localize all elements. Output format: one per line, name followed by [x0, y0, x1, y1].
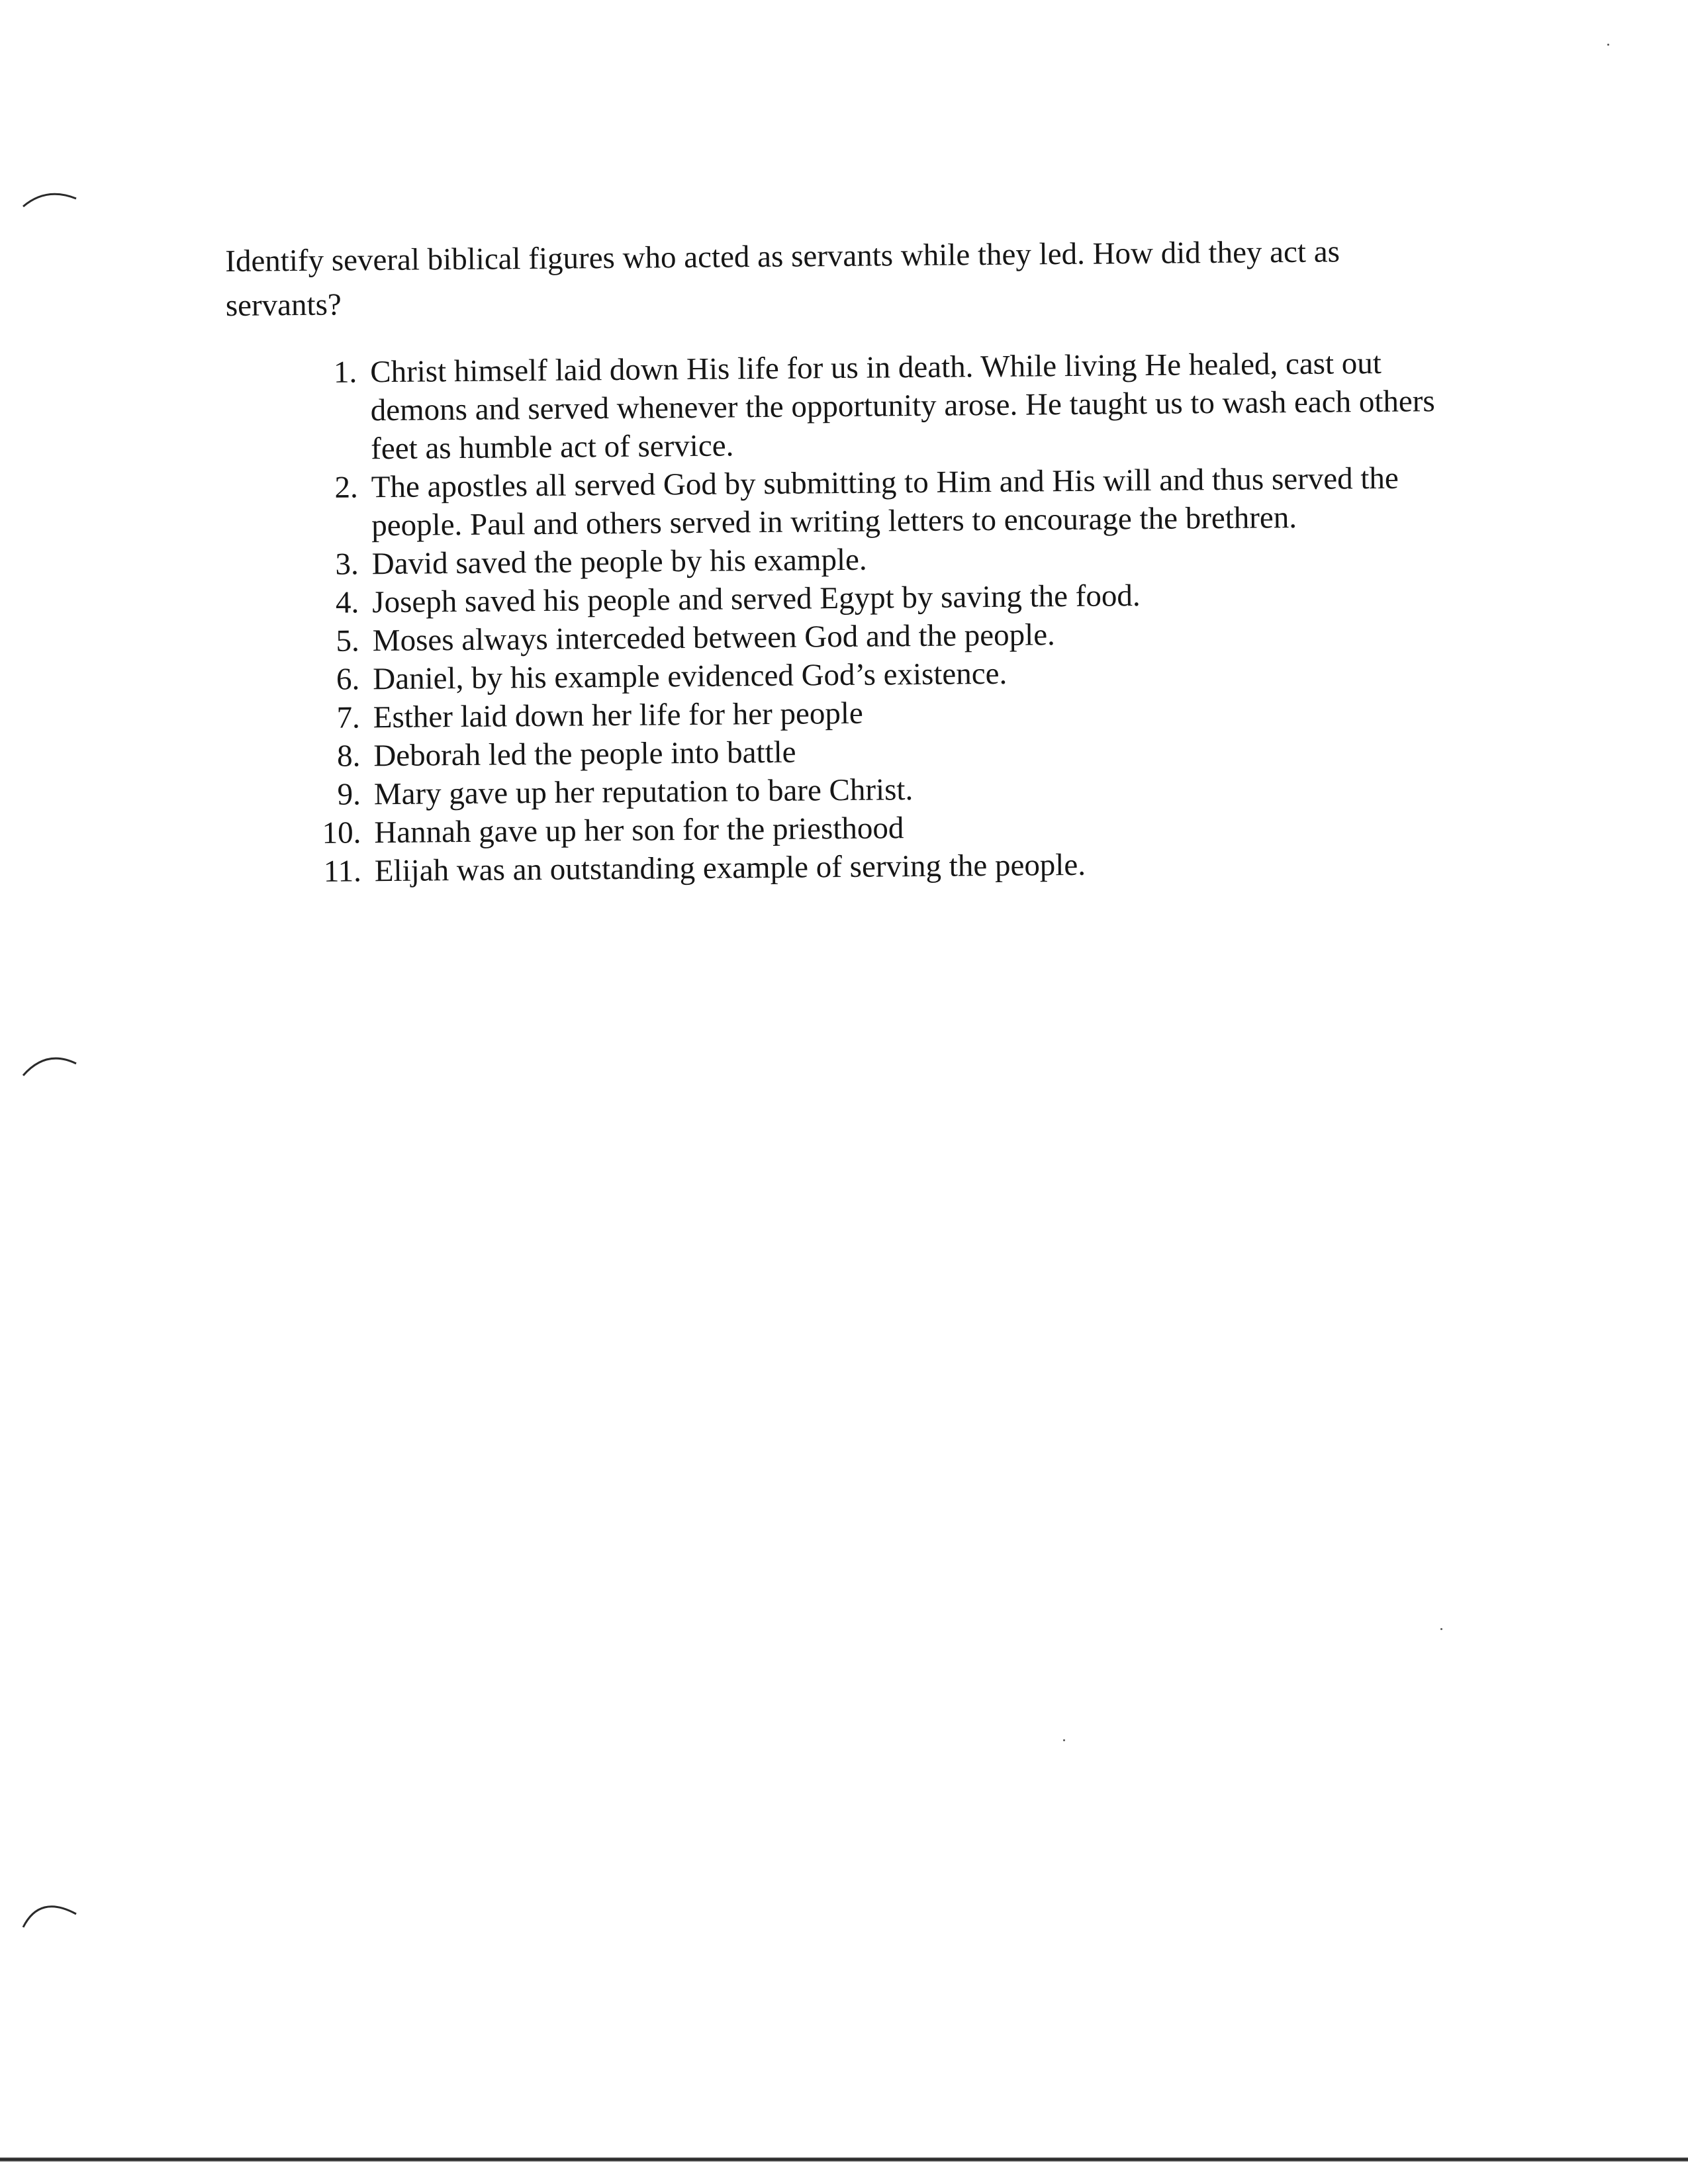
item-text: Moses always interceded between God and the people. — [372, 617, 1056, 659]
item-number: 9. — [337, 777, 361, 812]
item-number: 7. — [336, 700, 361, 735]
binder-hole-mark — [20, 1894, 79, 1934]
question-text: Identify several biblical figures who acted as servants while they led. How did they act as servants? — [225, 234, 1340, 323]
list-item — [311, 343, 1457, 469]
item-text: Joseph saved his people and served Egypt by saving the food. — [372, 578, 1141, 620]
scan-speck — [1063, 1739, 1065, 1741]
item-number: 2. — [334, 470, 358, 505]
answer-list — [311, 343, 1461, 891]
item-number: 10. — [322, 815, 361, 850]
item-number: 11. — [323, 854, 362, 889]
item-text: The apostles all served God by submitting to Him and His will and thus served the people. Paul and others served in writing letters to encourage the brethren. — [371, 461, 1399, 543]
item-text: Esther laid down her life for her people — [373, 696, 863, 735]
item-number: 8. — [336, 739, 361, 774]
item-number: 1. — [333, 355, 357, 390]
item-text: David saved the people by his example. — [371, 542, 867, 582]
binder-hole-mark — [20, 1049, 79, 1089]
item-text: Christ himself laid down His life for us in death. While living He healed, cast out demons and served whenever the opportunity arose. He taught us to wash each others feet as humble act of service. — [370, 345, 1435, 467]
scan-bottom-edge — [0, 2158, 1688, 2161]
binder-hole-mark — [20, 187, 79, 226]
item-text: Hannah gave up her son for the priesthood — [374, 811, 904, 850]
scan-speck — [1440, 1628, 1442, 1630]
list-item — [312, 459, 1458, 545]
item-text: Deborah led the people into battle — [373, 735, 796, 774]
item-number: 5. — [336, 623, 360, 659]
item-text: Mary gave up her reputation to bare Christ. — [373, 772, 914, 812]
item-text: Daniel, by his example evidenced God’s existence. — [373, 656, 1008, 697]
item-number: 6. — [336, 662, 360, 697]
scan-speck — [1607, 44, 1609, 46]
item-number: 4. — [335, 585, 359, 620]
item-text: Elijah was an outstanding example of serving the people. — [374, 847, 1086, 889]
item-number: 3. — [335, 547, 359, 582]
